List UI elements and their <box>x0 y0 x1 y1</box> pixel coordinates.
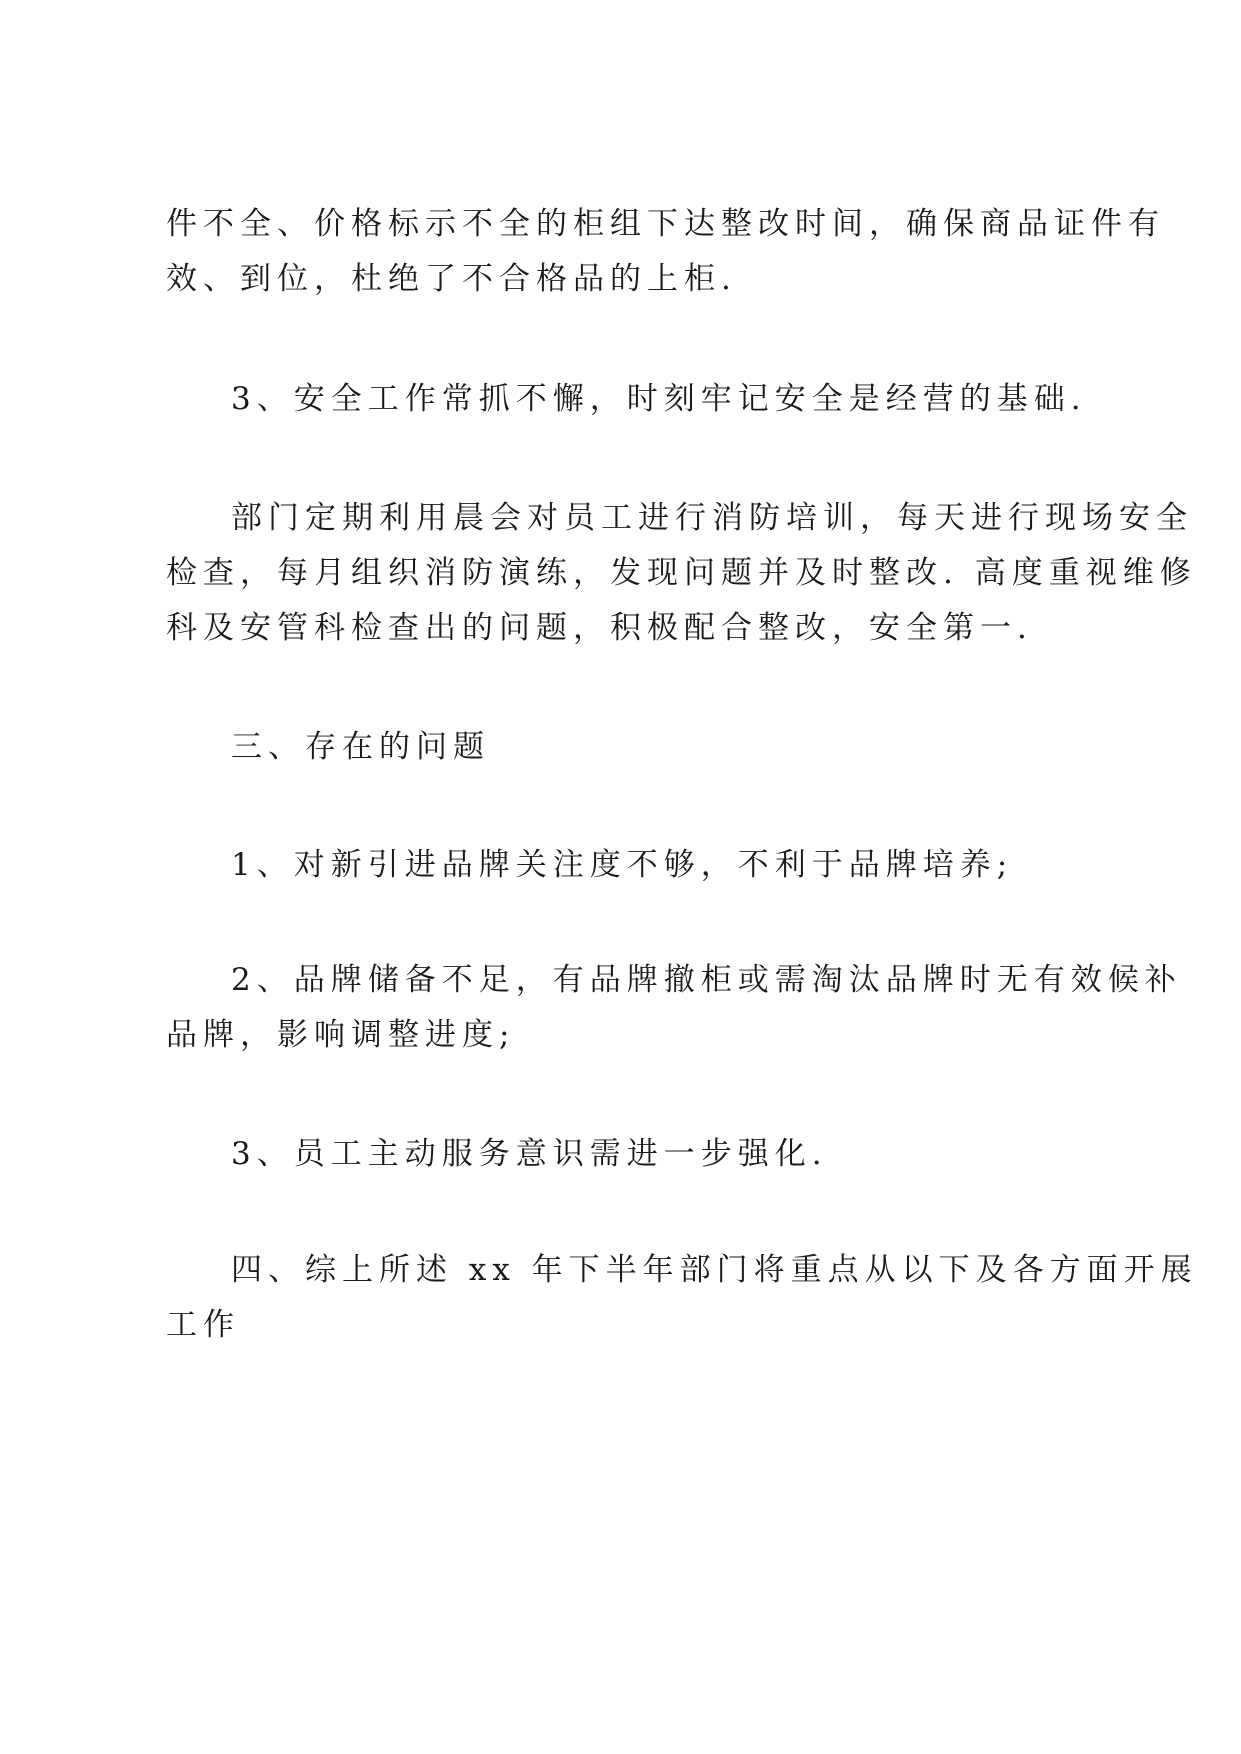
text-line: 3、安全工作常抓不懈，时刻牢记安全是经营的基础. <box>231 381 1087 417</box>
section-heading-summary <box>166 1243 1198 1353</box>
text-line: 工作 <box>166 1307 240 1343</box>
text-line: 2、品牌储备不足，有品牌撤柜或需淘汰品牌时无有效候补 <box>231 962 1182 998</box>
text-line: 3、员工主动服务意识需进一步强化. <box>231 1136 828 1172</box>
section-heading-problems <box>231 720 1161 775</box>
text-line: 检查，每月组织消防演练，发现问题并及时整改. 高度重视维修 <box>166 555 1197 591</box>
problem-item-2 <box>166 953 1182 1063</box>
text-line: 品牌，影响调整进度; <box>166 1017 516 1053</box>
text-line: 效、到位，杜绝了不合格品的上柜. <box>166 261 737 297</box>
paragraph-safety-heading <box>231 372 1161 427</box>
problem-item-1 <box>231 838 1161 893</box>
text-line: 四、综上所述 xx 年下半年部门将重点从以下及各方面开展 <box>231 1252 1198 1288</box>
problem-item-3 <box>231 1127 1161 1182</box>
text-line: 科及安管科检查出的问题，积极配合整改，安全第一. <box>166 610 1033 646</box>
text-line: 三、存在的问题 <box>231 729 490 765</box>
paragraph-continuation <box>166 197 1165 307</box>
text-line: 件不全、价格标示不全的柜组下达整改时间，确保商品证件有 <box>166 206 1165 242</box>
text-line: 部门定期利用晨会对员工进行消防培训，每天进行现场安全 <box>231 500 1193 536</box>
text-line: 1、对新引进品牌关注度不够，不利于品牌培养; <box>231 847 1014 883</box>
paragraph-safety-body <box>166 491 1197 656</box>
